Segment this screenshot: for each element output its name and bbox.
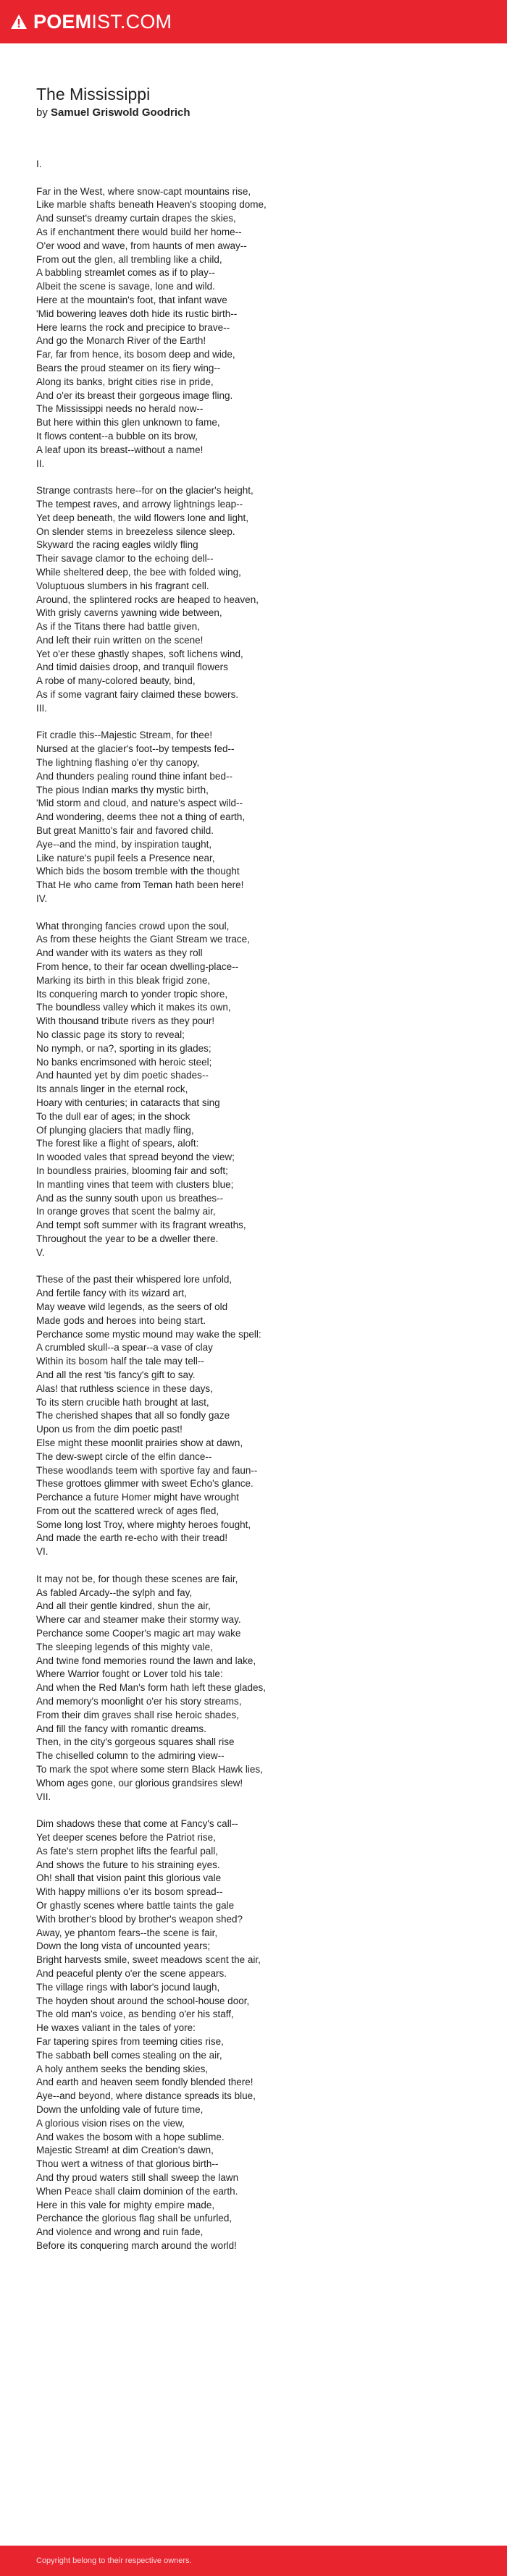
poem-line: Down the long vista of uncounted years; [36, 1941, 211, 1952]
poem-line: No banks encrimsoned with heroic steel; [36, 1056, 212, 1068]
stanza-break [36, 470, 442, 484]
poem-line: Thou wert a witness of that glorious birth-- [36, 2158, 219, 2170]
poem-line: Bright harvests smile, sweet meadows scent the air, [36, 1954, 261, 1966]
author-link[interactable]: Samuel Griswold Goodrich [51, 106, 190, 119]
poem-line: Skyward the racing eagles wildly fling [36, 539, 198, 551]
poem-line: From their dim graves shall rise heroic shades, [36, 1709, 239, 1720]
poem-line: And memory's moonlight o'er his story streams, [36, 1696, 242, 1707]
poem-line: That He who came from Teman hath been here! [36, 879, 244, 891]
logo-text-light: IST.COM [91, 11, 172, 33]
poem-line: And left their ruin written on the scene! [36, 634, 204, 646]
poem-line: And o'er its breast their gorgeous image fling. [36, 389, 233, 401]
poem-line: V. [36, 1246, 45, 1258]
poem-line: Their savage clamor to the echoing dell-- [36, 553, 214, 565]
poem-line: Hoary with centuries; in cataracts that sing [36, 1097, 220, 1108]
poem-line: These woodlands teem with sportive fay and faun-- [36, 1464, 258, 1476]
poem-line: In wooded vales that spread beyond the view; [36, 1152, 235, 1163]
poem-line: III. [36, 702, 48, 714]
poem-line: The lightning flashing o'er thy canopy, [36, 757, 200, 769]
poem-line: And fill the fancy with romantic dreams. [36, 1723, 206, 1734]
poem-line: And all their gentle kindred, shun the air, [36, 1600, 211, 1612]
poem-line: Far in the West, where snow-capt mountains rise, [36, 185, 251, 197]
poem-line: It may not be, for though these scenes are fair, [36, 1573, 238, 1584]
poem-line: But here within this glen unknown to fame, [36, 417, 220, 428]
poem-line: The pious Indian marks thy mystic birth, [36, 784, 209, 795]
site-logo-text [33, 9, 172, 35]
poem-line: Some long lost Troy, where mighty heroes fought, [36, 1519, 251, 1530]
poem-line: And peaceful plenty o'er the scene appears. [36, 1967, 227, 1979]
poem-line: Where car and steamer make their stormy way. [36, 1614, 241, 1626]
poem-line: VII. [36, 1791, 51, 1802]
stanza-break [36, 1559, 442, 1573]
poem-line: And wander with its waters as they roll [36, 947, 203, 959]
poem-line: With grisly caverns yawning wide between, [36, 607, 222, 619]
poem-line: Upon us from the dim poetic past! [36, 1424, 183, 1435]
poem-line: Dim shadows these that come at Fancy's call-- [36, 1818, 238, 1830]
poem-line: Alas! that ruthless science in these days, [36, 1382, 213, 1394]
logo-text-bold: POEM [33, 11, 92, 33]
poem-line: Within its bosom half the tale may tell-- [36, 1356, 204, 1367]
poem-line: Along its banks, bright cities rise in pride, [36, 376, 214, 387]
poem-line: Oh! shall that vision paint this glorious vale [36, 1872, 222, 1884]
poem-line: And all the rest 'tis fancy's gift to say. [36, 1369, 196, 1380]
poem-line: To the dull ear of ages; in the shock [36, 1110, 190, 1122]
poem-line: And tempt soft summer with its fragrant wreaths, [36, 1220, 246, 1231]
poem-line: The sabbath bell comes stealing on the air, [36, 2049, 222, 2061]
poem-line: And haunted yet by dim poetic shades-- [36, 1070, 209, 1081]
poem-line: The village rings with labor's jocund laugh, [36, 1981, 220, 1993]
poem-line: The boundless valley which it makes its own, [36, 1002, 231, 1013]
poem-line: Made gods and heroes into being start. [36, 1314, 206, 1326]
poem-line: A crumbled skull--a spear--a vase of clay [36, 1342, 213, 1354]
poem-line: IV. [36, 893, 48, 905]
poem-line: As if enchantment there would build her home-- [36, 226, 242, 237]
poem-line: He waxes valiant in the tales of yore: [36, 2022, 196, 2034]
poem-line: And sunset's dreamy curtain drapes the skies, [36, 213, 236, 224]
poem-line: Perchance some Cooper's magic art may wake [36, 1628, 241, 1639]
poem-line: II. [36, 457, 45, 469]
poem-line: To its stern crucible hath brought at last, [36, 1396, 209, 1408]
poem-line: And timid daisies droop, and tranquil flowers [36, 662, 228, 673]
poem-line: 'Mid storm and cloud, and nature's aspect wild-- [36, 798, 243, 809]
poem-line: It flows content--a bubble on its brow, [36, 430, 198, 442]
poem-line: Aye--and the mind, by inspiration taught, [36, 838, 212, 850]
poem-line: Its annals linger in the eternal rock, [36, 1084, 188, 1095]
poem-line: Here learns the rock and precipice to brave-- [36, 321, 230, 333]
poem-line: Strange contrasts here--for on the glacier's height, [36, 485, 254, 497]
poem-line: As if some vagrant fairy claimed these bowers. [36, 689, 239, 701]
poem-line: Far tapering spires from teeming cities rise, [36, 2035, 224, 2047]
stanza-break [36, 172, 442, 185]
stanza-break [36, 906, 442, 920]
poem-line: A babbling streamlet comes as if to play-- [36, 267, 215, 279]
poem-line: O'er wood and wave, from haunts of men away-- [36, 240, 247, 251]
poem-line: As if the Titans there had battle given, [36, 621, 200, 633]
poem-line: Then, in the city's gorgeous squares shall rise [36, 1736, 235, 1748]
poem-line: Yet deeper scenes before the Patriot rise, [36, 1832, 216, 1844]
poem-line: When Peace shall claim dominion of the earth. [36, 2185, 238, 2197]
poem-line: Perchance a future Homer might have wrought [36, 1492, 239, 1503]
poem-byline [36, 106, 190, 120]
poem-line: These of the past their whispered lore unfold, [36, 1274, 232, 1285]
poem-line: The tempest raves, and arrowy lightnings leap-- [36, 498, 243, 510]
poem-line: And made the earth re-echo with their tread! [36, 1532, 228, 1544]
stanza-break [36, 716, 442, 730]
poem-line: Marking its birth in this bleak frigid zone, [36, 974, 211, 986]
poem-line: The chiselled column to the admiring view-- [36, 1750, 225, 1762]
poem-line: No nymph, or na?, sporting in its glades; [36, 1042, 211, 1054]
poem-line: Like nature's pupil feels a Presence near, [36, 852, 215, 863]
poem-line: And thunders pealing round thine infant bed-- [36, 770, 232, 782]
poem-line: In orange groves that scent the balmy air, [36, 1206, 216, 1217]
poem-line: Down the unfolding vale of future time, [36, 2103, 204, 2115]
byline-prefix: by [36, 106, 48, 119]
poem-line: A glorious vision rises on the view, [36, 2117, 185, 2129]
poem-line: In mantling vines that teem with clusters blue; [36, 1178, 234, 1190]
poem-title: The Mississippi [36, 85, 151, 104]
poem-line: As fabled Arcady--the sylph and fay, [36, 1587, 193, 1598]
poem-line: The sleeping legends of this mighty vale, [36, 1641, 213, 1652]
poem-line: Aye--and beyond, where distance spreads its blue, [36, 2090, 256, 2102]
poem-line: To mark the spot where some stern Black Hawk lies, [36, 1764, 263, 1775]
poem-line: And go the Monarch River of the Earth! [36, 335, 206, 347]
poem-line: The cherished shapes that all so fondly gaze [36, 1410, 230, 1422]
site-header [0, 0, 507, 43]
poem-line: On slender stems in breezeless silence sleep. [36, 525, 235, 537]
poem-line: Here at the mountain's foot, that infant wave [36, 294, 227, 305]
poem-line: And when the Red Man's form hath left these glades, [36, 1682, 267, 1694]
poem-line: But great Manitto's fair and favored child. [36, 825, 214, 837]
poem-line: Else might these moonlit prairies show at dawn, [36, 1437, 243, 1448]
poem-line: A holy anthem seeks the bending skies, [36, 2063, 209, 2074]
poem-line: And violence and wrong and ruin fade, [36, 2226, 204, 2238]
poem-line: And earth and heaven seem fondly blended there! [36, 2077, 254, 2088]
poem-line: A robe of many-colored beauty, bind, [36, 675, 196, 687]
poem-line: Throughout the year to be a dweller there. [36, 1233, 219, 1244]
poem-line: May weave wild legends, as the seers of old [36, 1301, 228, 1312]
poem-line: Bears the proud steamer on its fiery wing-- [36, 362, 221, 373]
poem-line: Whom ages gone, our glorious grandsires slew! [36, 1777, 243, 1789]
poem-line: Far, far from hence, its bosom deep and wide, [36, 349, 235, 360]
poem-line: Before its conquering march around the world! [36, 2239, 237, 2251]
warning-triangle-icon [10, 14, 28, 30]
poem-line: Perchance the glorious flag shall be unfurled, [36, 2213, 232, 2224]
poem-line: VI. [36, 1546, 49, 1558]
poem-line: And shows the future to his straining eyes. [36, 1859, 220, 1870]
poem-line: The old man's voice, as bending o'er his staff, [36, 2009, 234, 2020]
poem-line: And fertile fancy with its wizard art, [36, 1288, 187, 1299]
poem-line: The Mississippi needs no herald now-- [36, 403, 204, 415]
poem-line: Which bids the bosom tremble with the thought [36, 866, 240, 877]
poem-line: These grottoes glimmer with sweet Echo's glance. [36, 1478, 254, 1490]
poem-line: No classic page its story to reveal; [36, 1029, 185, 1040]
poem-line: And thy proud waters still shall sweep the lawn [36, 2171, 239, 2183]
poem-line: Around, the splintered rocks are heaped to heaven, [36, 594, 259, 605]
footer-copyright: Copyright belong to their respective owners. [36, 2556, 192, 2565]
poem-line: A leaf upon its breast--without a name! [36, 444, 204, 455]
stanza-break [36, 1804, 442, 1817]
poem-line: The forest like a flight of spears, aloft: [36, 1138, 199, 1149]
poem-line: From hence, to their far ocean dwelling-place-- [36, 961, 239, 973]
poem-body [36, 158, 442, 2253]
poem-line: What thronging fancies crowd upon the soul, [36, 920, 230, 932]
poem-line: In boundless prairies, blooming fair and soft; [36, 1165, 228, 1176]
poem-line: From out the scattered wreck of ages fled, [36, 1505, 219, 1516]
poem-line: The hoyden shout around the school-house door, [36, 1995, 250, 2006]
poem-line: Yet deep beneath, the wild flowers lone and light, [36, 512, 248, 523]
poem-line: From out the glen, all trembling like a child, [36, 253, 222, 265]
poem-line: As from these heights the Giant Stream we trace, [36, 934, 250, 945]
poem-line: Its conquering march to yonder tropic shore, [36, 988, 228, 1000]
poem-line: With brother's blood by brother's weapon shed? [36, 1913, 243, 1925]
poem-line: The dew-swept circle of the elfin dance-- [36, 1450, 212, 1462]
poem-line: Away, ye phantom fears--the scene is fair, [36, 1927, 218, 1938]
poem-line: While sheltered deep, the bee with folded wing, [36, 566, 241, 578]
poem-line: Like marble shafts beneath Heaven's stooping dome, [36, 199, 267, 211]
poem-line: Albeit the scene is savage, lone and wild. [36, 281, 215, 292]
poem-line: Here in this vale for mighty empire made, [36, 2199, 215, 2210]
poem-line: Of plunging glaciers that madly fling, [36, 1124, 194, 1136]
poem-line: With happy millions o'er its bosom spread-- [36, 1886, 223, 1898]
poem-line: And as the sunny south upon us breathes-- [36, 1192, 224, 1204]
site-footer [0, 2546, 507, 2576]
poem-line: I. [36, 159, 42, 169]
poem-line: Majestic Stream! at dim Creation's dawn, [36, 2145, 214, 2156]
site-logo-link[interactable] [10, 9, 172, 35]
poem-line: With thousand tribute rivers as they pour! [36, 1015, 215, 1027]
poem-line: And wondering, deems thee not a thing of earth, [36, 811, 246, 823]
poem-line: Or ghastly scenes where battle taints the gale [36, 1900, 235, 1911]
poem-line: And wakes the bosom with a hope sublime. [36, 2131, 225, 2142]
poem-line: 'Mid bowering leaves doth hide its rustic birth-- [36, 308, 238, 319]
poem-line: And twine fond memories round the lawn and lake, [36, 1655, 256, 1666]
poem-line: Voluptuous slumbers in his fragrant cell. [36, 580, 209, 591]
poem-line: As fate's stern prophet lifts the fearful pall, [36, 1845, 218, 1857]
stanza-break [36, 1260, 442, 1274]
poem-line: Fit cradle this--Majestic Stream, for thee! [36, 730, 213, 741]
poem-line: Perchance some mystic mound may wake the spell: [36, 1328, 261, 1340]
poem-line: Nursed at the glacier's foot--by tempests fed-- [36, 743, 235, 755]
poem-line: Where Warrior fought or Lover told his tale: [36, 1668, 223, 1680]
poem-line: Yet o'er these ghastly shapes, soft lichens wind, [36, 648, 243, 659]
